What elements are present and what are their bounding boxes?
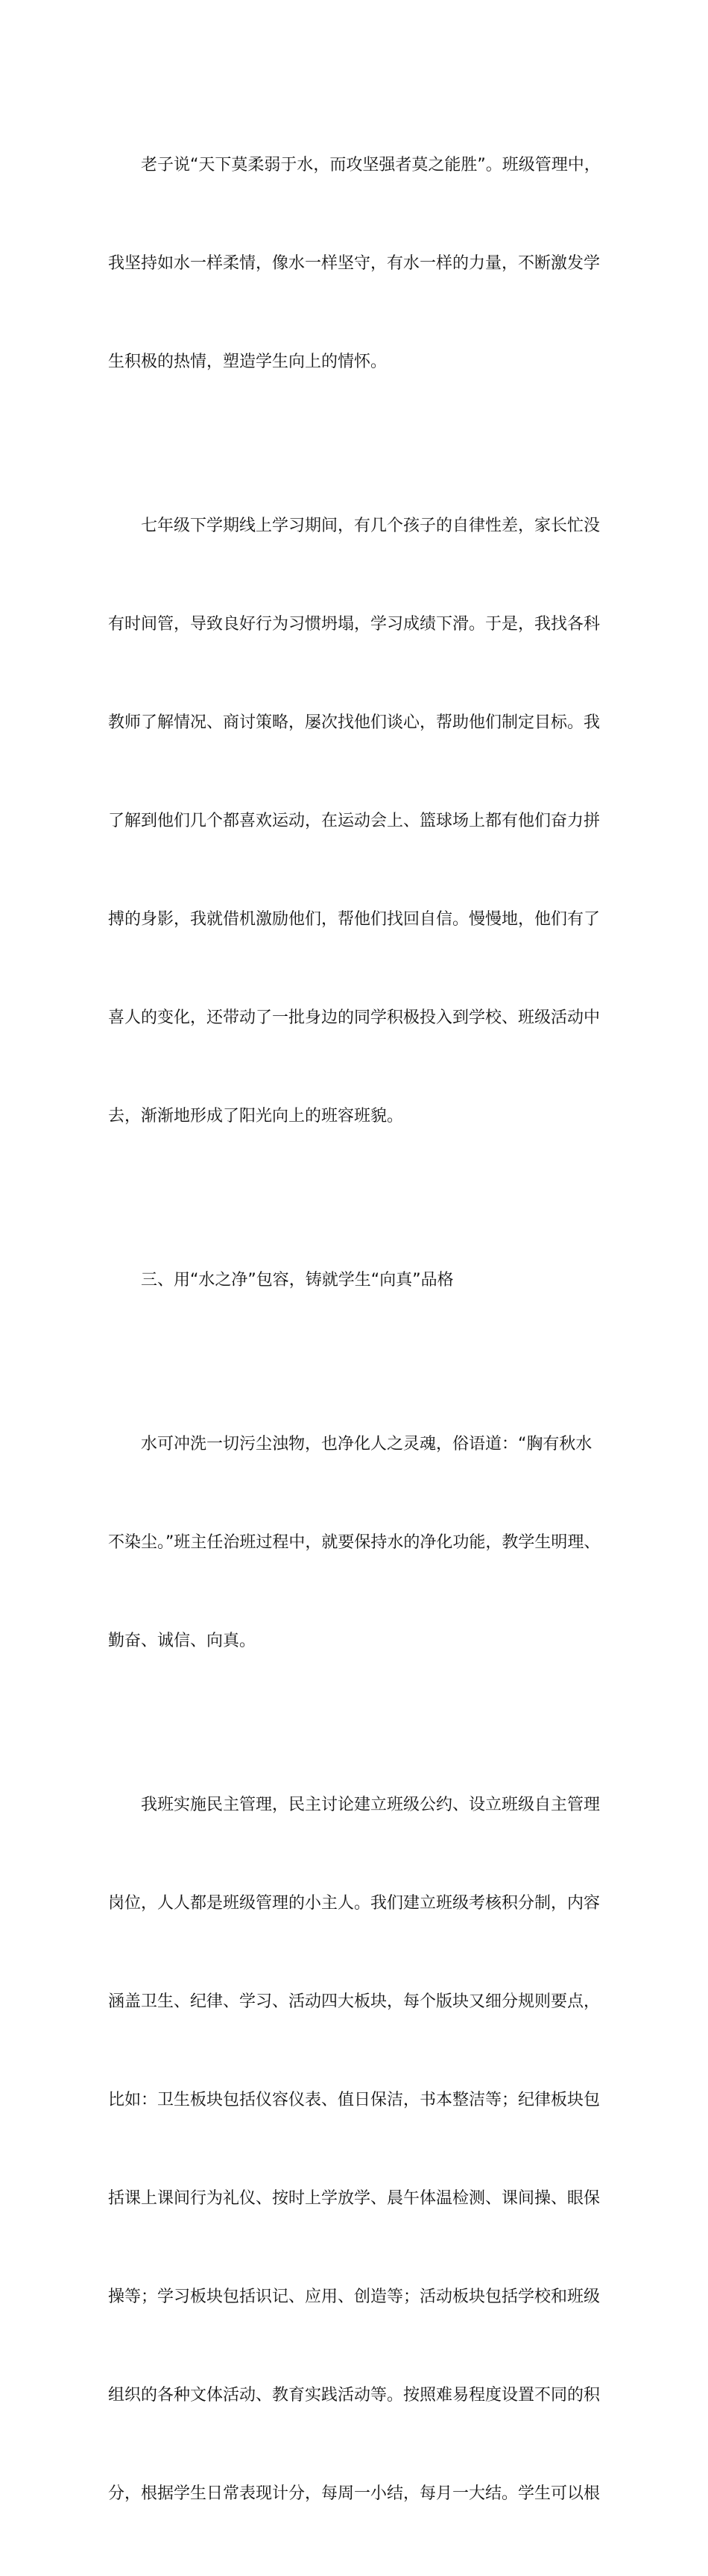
paragraph-line: 括课上课间行为礼仪、按时上学放学、晨午体温检测、课间操、眼保 [108, 2189, 601, 2208]
paragraph-line: 老子说“天下莫柔弱于水，而攻坚强者莫之能胜”。班级管理中， [108, 156, 601, 174]
paragraph-line: 了解到他们几个都喜欢运动，在运动会上、篮球场上都有他们奋力拼 [108, 812, 601, 830]
paragraph-line: 生积极的热情，塑造学生向上的情怀。 [108, 353, 388, 371]
section-heading-line: 三、用“水之净”包容，铸就学生“向真”品格 [108, 1271, 454, 1289]
paragraph-line: 我坚持如水一样柔情，像水一样坚守，有水一样的力量，不断激发学 [108, 254, 601, 273]
paragraph-1 [108, 83, 611, 444]
paragraph-4 [108, 1723, 611, 2576]
paragraph-line: 岗位，人人都是班级管理的小主人。我们建立班级考核积分制，内容 [108, 1894, 601, 1913]
paragraph-line: 搏的身影，我就借机激励他们，帮他们找回自信。慢慢地，他们有了 [108, 910, 601, 929]
paragraph-line: 去，渐渐地形成了阳光向上的班容班貌。 [108, 1107, 404, 1126]
section-heading [108, 1199, 611, 1363]
paragraph-line: 水可冲洗一切污尘浊物，也净化人之灵魂，俗语道：“胸有秋水 [108, 1435, 592, 1453]
paragraph-line: 七年级下学期线上学习期间，有几个孩子的自律性差，家长忙没 [108, 517, 601, 535]
paragraph-line: 喜人的变化，还带动了一批身边的同学积极投入到学校、班级活动中 [108, 1008, 601, 1027]
paragraph-line: 比如：卫生板块包括仪容仪表、值日保洁，书本整洁等；纪律板块包 [108, 2091, 601, 2109]
paragraph-line: 涵盖卫生、纪律、学习、活动四大板块，每个版块又细分规则要点， [108, 1992, 601, 2011]
paragraph-line: 有时间管，导致良好行为习惯坍塌，学习成绩下滑。于是，我找各科 [108, 615, 601, 634]
paragraph-line: 教师了解情况、商讨策略，屡次找他们谈心，帮助他们制定目标。我 [108, 713, 601, 732]
paragraph-line: 勤奋、诚信、向真。 [108, 1632, 256, 1650]
paragraph-line: 不染尘。”班主任治班过程中，就要保持水的净化功能，教学生明理、 [108, 1533, 601, 1552]
document-body [108, 83, 611, 2576]
paragraph-3 [108, 1363, 611, 1723]
paragraph-2 [108, 444, 611, 1199]
paragraph-line: 我班实施民主管理，民主讨论建立班级公约、设立班级自主管理 [108, 1796, 601, 1814]
paragraph-line: 操等；学习板块包括识记、应用、创造等；活动板块包括学校和班级 [108, 2288, 601, 2306]
paragraph-line: 组织的各种文体活动、教育实践活动等。按照难易程度设置不同的积 [108, 2386, 601, 2405]
paragraph-line: 分，根据学生日常表现计分，每周一小结，每月一大结。学生可以根 [108, 2484, 601, 2503]
